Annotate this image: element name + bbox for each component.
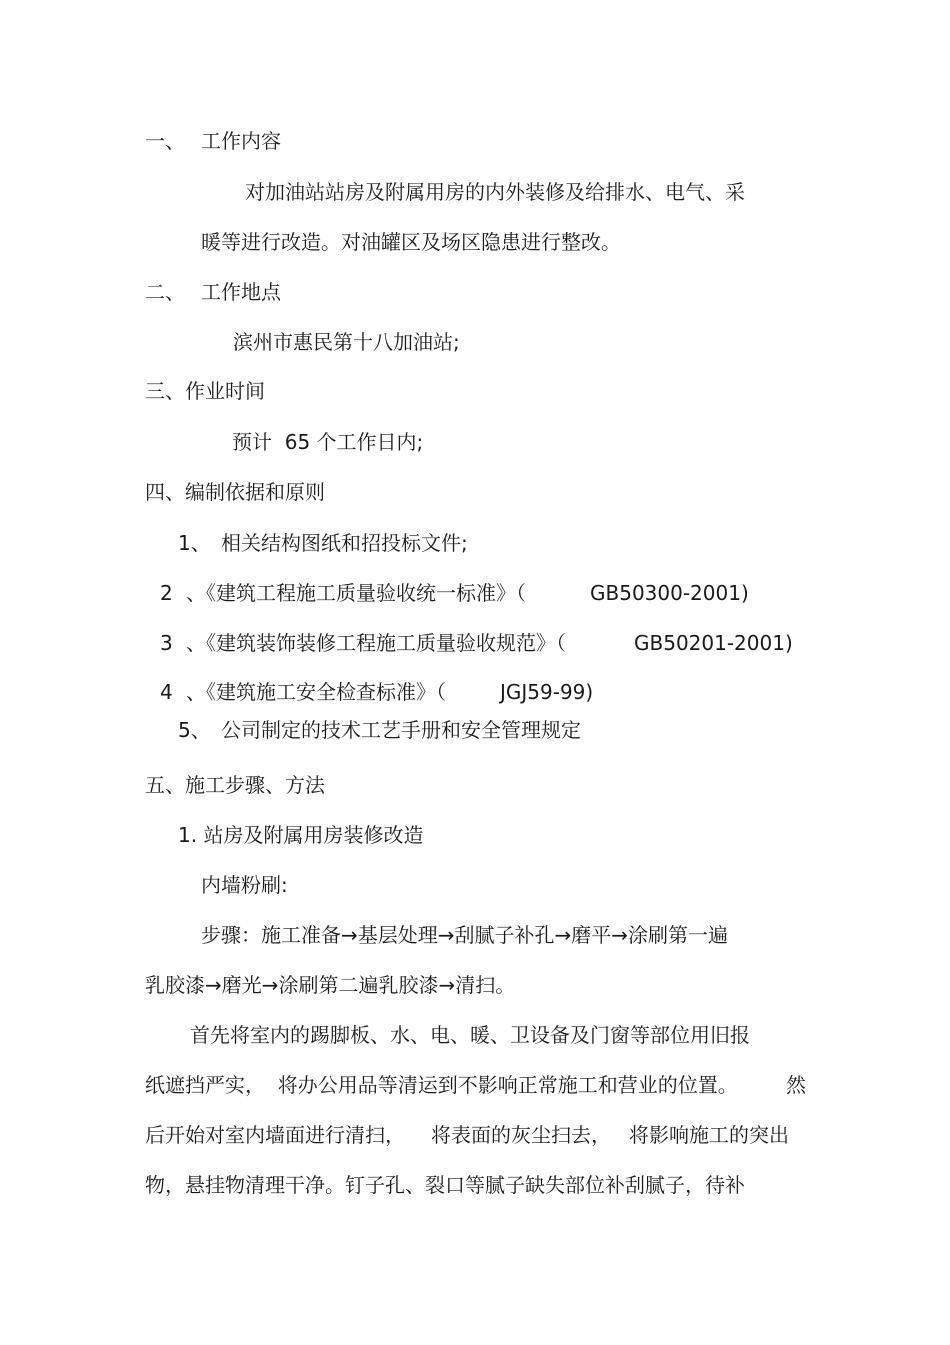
section-title: 工作内容 <box>201 129 281 153</box>
list-number: 2 <box>160 581 173 605</box>
paragraph-line: 然 <box>786 1073 806 1097</box>
section-heading: 三、作业时间 <box>145 379 265 403</box>
paragraph-line: 将影响施工的突出 <box>629 1123 789 1147</box>
paragraph-line: 后开始对室内墙面进行清扫， <box>145 1123 405 1147</box>
list-item: 、《建筑工程施工质量验收统一标准》（ <box>186 581 526 605</box>
list-item: 、《建筑装饰装修工程施工质量验收规范》（ <box>186 631 566 655</box>
list-item: 、《建筑施工安全检查标准》（ <box>186 680 446 704</box>
list-item: 相关结构图纸和招投标文件; <box>221 531 468 555</box>
paragraph-line: 将表面的灰尘扫去， <box>431 1123 611 1147</box>
paragraph-line: 预计 65 个工作日内; <box>232 430 424 454</box>
paragraph-line: 乳胶漆→磨光→涂刷第二遍乳胶漆→清扫。 <box>145 973 516 997</box>
list-item: 公司制定的技术工艺手册和安全管理规定 <box>221 718 581 742</box>
standard-code: GB50300-2001) <box>590 581 749 605</box>
list-number: 3 <box>160 631 173 655</box>
paragraph-line: 对加油站站房及附属用房的内外装修及给排水、电气、采 <box>245 180 745 204</box>
paragraph-line: 首先将室内的踢脚板、水、电、暖、卫设备及门窗等部位用旧报 <box>190 1023 750 1047</box>
list-number: 5、 <box>178 718 211 742</box>
paragraph-line: 步骤：施工准备→基层处理→刮腻子补孔→磨平→涂刷第一遍 <box>201 923 729 947</box>
section-number: 一、 <box>145 129 185 153</box>
list-number: 1、 <box>178 531 211 555</box>
section-number: 二、 <box>145 280 185 304</box>
paragraph-line: 纸遮挡严实， 将办公用品等清运到不影响正常施工和营业的位置。 <box>145 1073 738 1097</box>
section-heading: 四、编制依据和原则 <box>145 480 325 504</box>
paragraph-line: 暖等进行改造。对油罐区及场区隐患进行整改。 <box>201 230 621 254</box>
paragraph-line: 物，悬挂物清理干净。钉子孔、裂口等腻子缺失部位补刮腻子，待补 <box>145 1173 745 1197</box>
section-title: 工作地点 <box>201 280 281 304</box>
subsection-heading: 1. 站房及附属用房装修改造 <box>178 823 424 847</box>
standard-code: GB50201-2001) <box>634 631 793 655</box>
paragraph-line: 滨州市惠民第十八加油站; <box>233 330 460 354</box>
list-number: 4 <box>160 680 173 704</box>
section-heading: 五、施工步骤、方法 <box>145 773 325 797</box>
standard-code: JGJ59-99) <box>500 680 594 704</box>
subsection-heading: 内墙粉刷: <box>201 873 288 897</box>
